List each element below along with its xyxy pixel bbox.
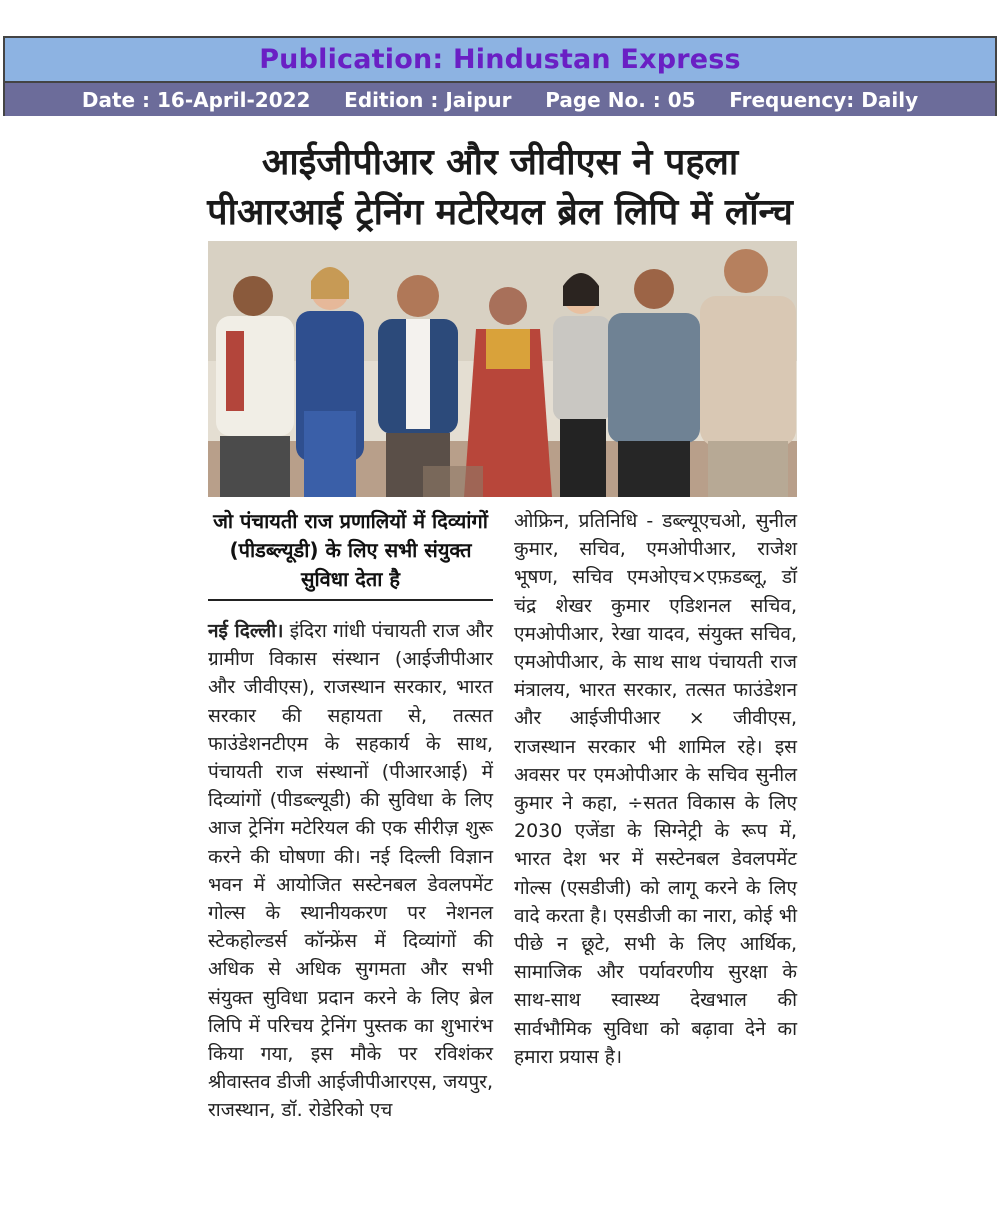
edition-label: Edition : Jaipur <box>344 87 512 112</box>
group-photo-illustration <box>208 241 797 497</box>
date-label: Date : 16-April-2022 <box>81 87 311 112</box>
metadata-bar <box>5 83 995 116</box>
publication-bar <box>5 38 995 83</box>
body-text-right: ओफ्रिन, प्रतिनिधि - डब्ल्यूएचओ, सुनील कुमार, सचिव, एमओपीआर, राजेश भूषण, सचिव एमओएच×एफ़डब्लू, डॉ चंद्र शेखर कुमार एडिशनल सचिव, एमओपीआर, रेखा यादव, संयुक्त सचिव, एमओपीआर, के साथ साथ पंचायती राज मंत्रालय, भारत सरकार, तत्सत फाउंडेशन और आईजीपीआर × जीवीएस, राजस्थान सरकार भी शामिल रहे। इस अवसर पर एमओपीआर के सचिव सुनील कुमार ने कहा, ÷सतत विकास के लिए 2030 एजेंडा के सिग्नेट्री के रूप में, भारत देश भर में सस्टेनबल डेवलपमेंट गोल्स (एसडीजी) को लागू करने के लिए वादे करता है। एसडीजी का नारा, कोई भी पीछे न छूटे, सभी के लिए आर्थिक, सामाजिक और पर्यावरणीय सुरक्षा के साथ-साथ स्वास्थ्य देखभाल की सार्वभौमिक सुविधा को बढ़ावा देने का हमारा प्रयास है। <box>514 510 797 1068</box>
divider-rule <box>208 599 493 601</box>
publication-title: Publication: Hindustan Express <box>259 44 741 75</box>
dateline: नई दिल्ली। <box>208 620 284 642</box>
frequency-label: Frequency: Daily <box>729 87 919 112</box>
article-body-left-column <box>208 617 493 1125</box>
publication-header <box>3 36 997 116</box>
page-number-label: Page No. : 05 <box>545 87 696 112</box>
article-headline: आईजीपीआर और जीवीएस ने पहला पीआरआई ट्रेनिंग मटेरियल ब्रेल लिपि में लॉन्च <box>207 142 793 233</box>
article-subheadline: जो पंचायती राज प्रणालियों में दिव्यांगों (पीडब्ल्यूडी) के लिए सभी संयुक्त सुविधा देता है <box>213 509 488 591</box>
article-body-right-column <box>514 507 797 1071</box>
event-group-photo <box>208 241 797 497</box>
body-text-left: इंदिरा गांधी पंचायती राज और ग्रामीण विकास संस्थान (आईजीपीआर और जीवीएस), राजस्थान सरकार, भारत सरकार की सहायता से, तत्सत फाउंडेशनटीएम के सहकार्य के साथ, पंचायती राज संस्थानों (पीआरआई) में दिव्यांगों (पीडब्ल्यूडी) की सुविधा के लिए आज ट्रेनिंग मटेरियल की एक सीरीज़ शुरू करने की घोषणा की। नई दिल्ली विज्ञान भवन में आयोजित सस्टेनबल डेवलपमेंट गोल्स के स्थानीयकरण पर नेशनल स्टेकहोल्डर्स कॉन्फ्रेंस में दिव्यांगों की अधिक से अधिक सुगमता और सभी संयुक्त सुविधा प्रदान करने के लिए ब्रेल लिपि में परिचय ट्रेनिंग पुस्तक का शुभारंभ किया गया, इस मौके पर रविशंकर श्रीवास्तव डीजी आईजीपीआरएस, जयपुर, राजस्थान, डॉ. रोडेरिको एच <box>208 620 493 1122</box>
